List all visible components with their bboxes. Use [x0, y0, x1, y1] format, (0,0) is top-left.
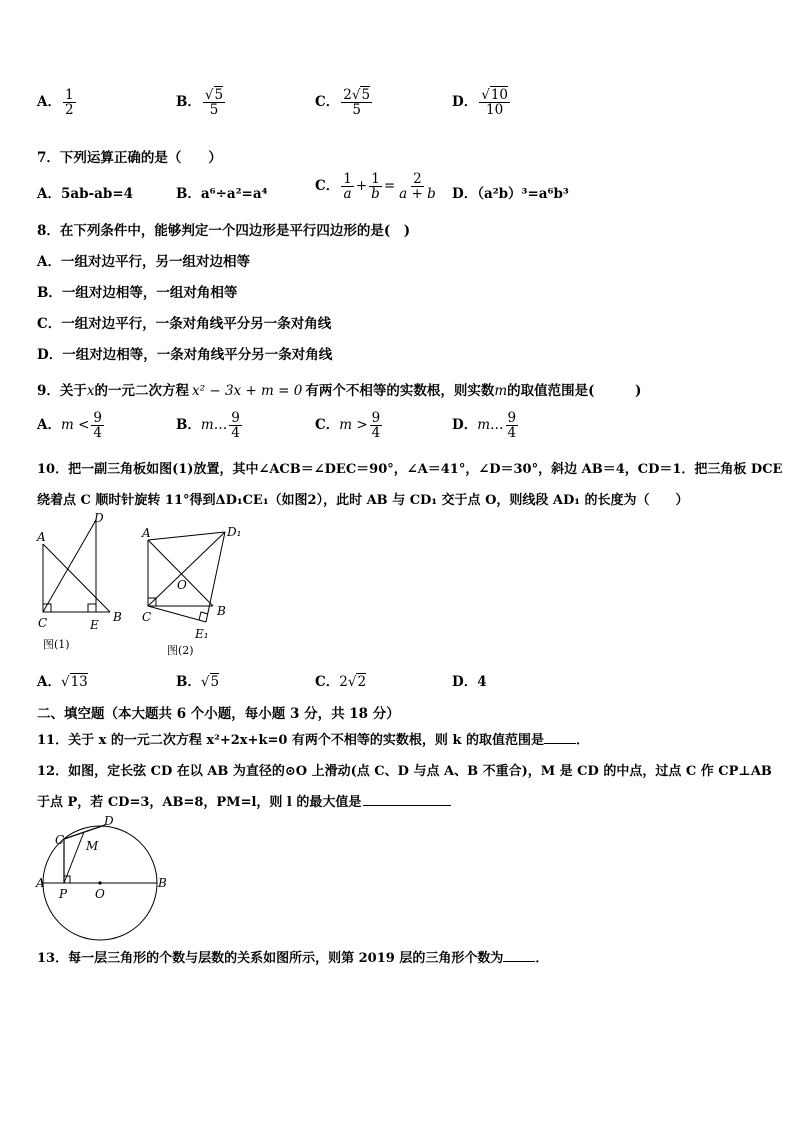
q10-option-a: A．√13: [37, 674, 88, 690]
q11-stem: 11．关于 x 的一元二次方程 x²+2x+k=0 有两个不相等的实数根，则 k 的取值范围是 ．: [37, 733, 589, 748]
q11-answer-blank[interactable]: [544, 743, 576, 744]
q7-stem: 7．下列运算正确的是（ ）: [37, 150, 222, 166]
q10-option-b: B．√5: [176, 674, 220, 690]
fig2-caption: 图(2): [167, 644, 194, 657]
q6-b-denominator: 5: [209, 102, 219, 119]
fig2-label-d1: D₁: [227, 525, 242, 539]
q8-option-a: A．一组对边平行，另一组对边相等: [37, 254, 250, 270]
q9-equation: x² − 3x + m = 0: [192, 383, 303, 399]
q8-option-d: D．一组对边相等，一条对角线平分另一条对角线: [37, 347, 333, 363]
q6-option-c: C． $\frac{2√5}{5}$: [315, 87, 371, 119]
q12-label-a: A: [36, 876, 45, 890]
fig2-label-o: O: [177, 578, 187, 592]
q12-stem-line2: 于点 P，若 CD=3，AB=8，PM=l，则 l 的最大值是: [37, 791, 451, 810]
q10-stem-line1: 10．把一副三角板如图(1)放置，其中∠ACB＝∠DEC＝90°，∠A＝41°，∠D＝30°，斜边 AB＝4，CD＝1．把三角板 DCE: [37, 462, 783, 477]
fig1-label-b: B: [113, 610, 122, 624]
q8-stem: 8．在下列条件中，能够判定一个四边形是平行四边形的是( ): [37, 223, 411, 239]
q6-b-radicand: 5: [214, 87, 224, 103]
q7-option-d: D．（a²b）³=a⁶b³: [452, 186, 569, 202]
q12-label-o: O: [95, 887, 105, 901]
q9-stem: 9．关于x的一元二次方程 x² − 3x + m = 0 有两个不相等的实数根，则实数m的取值范围是( ): [37, 383, 642, 399]
q13-stem: 13．每一层三角形的个数与层数的关系如图所示，则第 2019 层的三角形个数为 ．: [37, 951, 549, 966]
q7-option-a: A．5ab-ab=4: [37, 186, 134, 202]
q12-label-p: P: [59, 887, 68, 901]
q12-label-m: M: [86, 839, 99, 853]
q9-option-b: B．m… $\frac{9}{4}$: [176, 410, 240, 442]
q6-a-denominator: 2: [64, 102, 74, 119]
q12-stem-line1: 12．如图，定长弦 CD 在以 AB 为直径的⊙O 上滑动(点 C、D 与点 A、B 不重合)，M 是 CD 的中点，过点 C 作 CP⊥AB: [37, 764, 772, 779]
q12-label-c: C: [55, 833, 65, 847]
fig2-label-a: A: [142, 526, 151, 540]
q9-option-c: C．m > $\frac{9}{4}$: [315, 410, 381, 442]
q12-circle-figure: [30, 812, 180, 942]
q6-option-d: D． $\frac{√10}{10}$: [452, 87, 509, 119]
q8-option-b: B．一组对边相等，一组对角相等: [37, 285, 238, 301]
q10-figure-1: [30, 510, 140, 655]
q12-answer-blank[interactable]: [363, 805, 451, 806]
fig1-label-d: D: [94, 511, 104, 525]
q13-answer-blank[interactable]: [503, 961, 535, 962]
q7-option-c: C． $\frac{1}{a}$ + $\frac{1}{b}$ = $\frac{2}{a + b}$: [315, 171, 436, 203]
fig2-label-b: B: [217, 604, 226, 618]
fig2-label-c: C: [142, 610, 152, 624]
fig1-label-c: C: [38, 616, 48, 630]
q6-a-numerator: 1: [64, 87, 74, 103]
q10-stem-line2: 绕着点 C 顺时针旋转 11°得到ΔD₁CE₁（如图2），此时 AB 与 CD₁ 交于点 O，则线段 AD₁ 的长度为（ ）: [37, 493, 689, 508]
q10-option-c: C．2√2: [315, 674, 367, 690]
q10-figure-2: [140, 518, 250, 663]
q12-label-d: D: [104, 814, 114, 828]
fig1-label-e: E: [90, 618, 99, 632]
fig1-label-a: A: [37, 530, 46, 544]
fig2-label-e1: E₁: [195, 627, 209, 641]
q6-option-a: A． $\frac{1}{2}$: [37, 87, 74, 119]
q9-option-a: A．m < $\frac{9}{4}$: [37, 410, 102, 442]
q9-option-d: D．m… $\frac{9}{4}$: [452, 410, 517, 442]
q6-option-b: B． $\frac{√5}{5}$: [176, 87, 224, 119]
section-2-heading: 二、填空题（本大题共 6 个小题，每小题 3 分，共 18 分）: [37, 706, 400, 722]
q8-option-c: C．一组对边平行，一条对角线平分另一条对角线: [37, 316, 332, 332]
q12-label-b: B: [158, 876, 167, 890]
q7-option-b: B．a⁶÷a²=a⁴: [176, 186, 268, 202]
q10-option-d: D．4: [452, 674, 487, 690]
fig1-caption: 图(1): [43, 638, 70, 651]
